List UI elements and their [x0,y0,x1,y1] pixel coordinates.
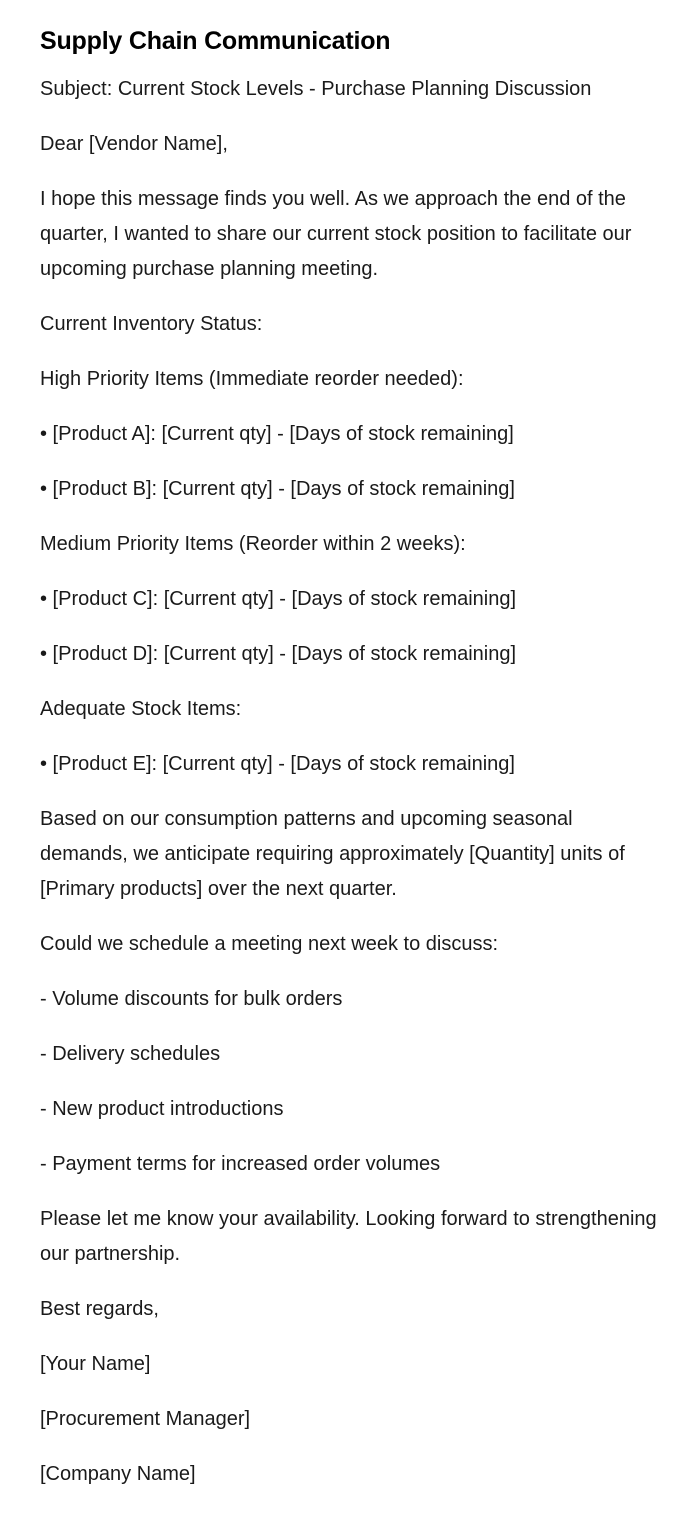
inventory-item-product-b: • [Product B]: [Current qty] - [Days of stock remaining] [40,478,515,500]
inventory-item-product-c: • [Product C]: [Current qty] - [Days of stock remaining] [40,588,517,610]
salutation: Dear [Vendor Name], [40,133,228,155]
document-title: Supply Chain Communication [40,27,391,55]
inventory-item-product-d: • [Product D]: [Current qty] - [Days of stock remaining] [40,643,517,665]
sign-off: Best regards, [40,1298,159,1320]
inventory-item-product-e: • [Product E]: [Current qty] - [Days of stock remaining] [40,753,515,775]
signature-role: [Procurement Manager] [40,1408,251,1430]
signature-company: [Company Name] [40,1463,196,1485]
discussion-item-volume-discounts: - Volume discounts for bulk orders [40,988,343,1010]
meeting-request: Could we schedule a meeting next week to discuss: [40,933,499,955]
discussion-item-new-products: - New product introductions [40,1098,284,1120]
inventory-status-heading: Current Inventory Status: [40,313,263,335]
high-priority-heading: High Priority Items (Immediate reorder needed): [40,368,464,390]
medium-priority-heading: Medium Priority Items (Reorder within 2 weeks): [40,533,466,555]
intro-paragraph: I hope this message finds you well. As we approach the end of the quarter, I wanted to share our current stock position to facilitate our upcoming purchase planning meeting. [40,188,632,280]
adequate-stock-heading: Adequate Stock Items: [40,698,242,720]
subject-line: Subject: Current Stock Levels - Purchase Planning Discussion [40,78,592,100]
forecast-paragraph: Based on our consumption patterns and upcoming seasonal demands, we anticipate requiring approximately [Quantity] units of [Primary products] over the next quarter. [40,808,625,900]
signature-name: [Your Name] [40,1353,151,1375]
closing-paragraph: Please let me know your availability. Looking forward to strengthening our partnership. [40,1208,657,1265]
discussion-item-payment-terms: - Payment terms for increased order volumes [40,1153,441,1175]
inventory-item-product-a: • [Product A]: [Current qty] - [Days of stock remaining] [40,423,514,445]
discussion-item-delivery-schedules: - Delivery schedules [40,1043,221,1065]
